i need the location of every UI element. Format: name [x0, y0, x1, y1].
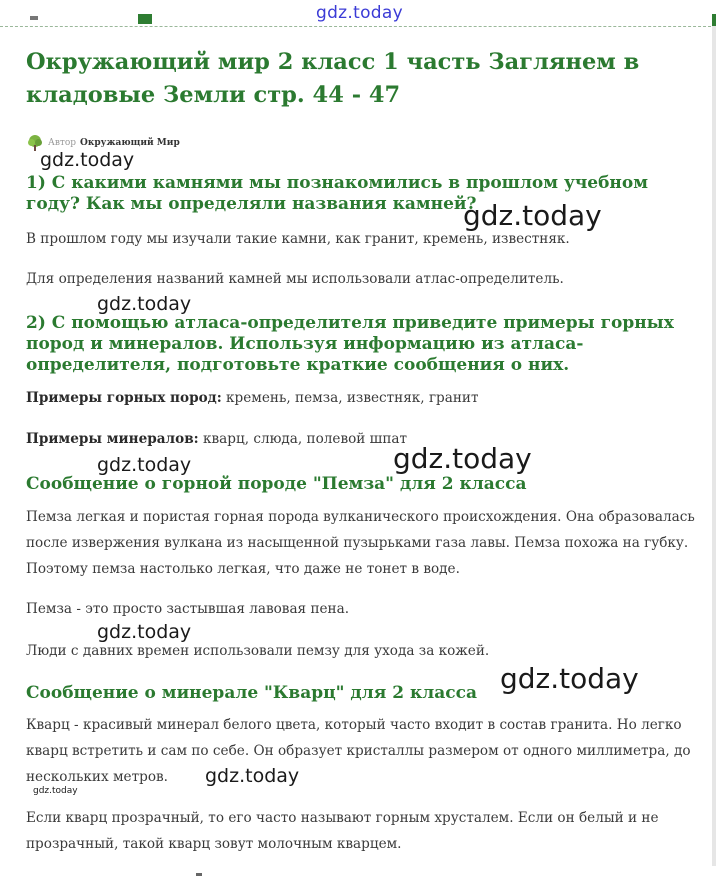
question-2-heading: 2) С помощью атласа-определителя приведите примеры горных пород и минералов. Используя информацию из атласа-определителя, подготовьте краткие сообщения о них. — [26, 313, 674, 375]
pumice-paragraph-1: Пемза легкая и пористая горная порода вулканического происхождения. Она образовалась после извержения вулкана из насыщенной пузырьками газа лавы. Пемза похожа на губку. Поэтому пемза настолько легкая, что даже не тонет в воде. — [26, 509, 695, 577]
scrollbar-track[interactable] — [712, 26, 716, 866]
minerals-label: Примеры минералов: — [26, 431, 199, 447]
quartz-heading: Сообщение о минерале "Кварц" для 2 класса — [26, 683, 477, 703]
pumice-heading: Сообщение о горной породе "Пемза" для 2 класса — [26, 474, 527, 494]
rocks-label: Примеры горных пород: — [26, 390, 222, 406]
watermark: gdz.today — [33, 786, 78, 796]
answer-1-paragraph-1: В прошлом году мы изучали такие камни, как гранит, кремень, известняк. — [26, 231, 570, 247]
watermark: gdz.today — [205, 765, 300, 787]
question-1-heading: 1) С какими камнями мы познакомились в прошлом учебном году? Как мы определяли названия камней? — [26, 173, 648, 214]
watermark: gdz.today — [463, 199, 602, 232]
author-name[interactable]: Окружающий Мир — [80, 138, 180, 148]
top-bar-divider — [0, 26, 716, 27]
watermark: gdz.today — [393, 442, 532, 475]
page-bottom-fragment — [196, 873, 202, 876]
page-title: Окружающий мир 2 класс 1 часть Заглянем в кладовые Земли стр. 44 - 47 — [26, 49, 640, 108]
site-logo[interactable]: gdz.today — [316, 3, 403, 23]
minerals-examples — [26, 426, 696, 452]
scrollbar-edge — [712, 14, 716, 26]
pumice-paragraph-2: Пемза - это просто застывшая лавовая пена. — [26, 601, 350, 617]
top-bar-fragment — [138, 14, 152, 24]
quartz-paragraph-2: Если кварц прозрачный, то его часто называют горным хрусталем. Если он белый и не прозрачный, такой кварц зовут молочным кварцем. — [26, 810, 659, 852]
minerals-value: кварц, слюда, полевой шпат — [198, 431, 407, 447]
watermark: gdz.today — [97, 293, 192, 315]
watermark: gdz.today — [500, 662, 639, 695]
watermark: gdz.today — [97, 454, 192, 476]
quartz-paragraph-1: Кварц - красивый минерал белого цвета, который часто входит в состав гранита. Но легко кварц встретить и сам по себе. Он образует кристаллы размером от одного миллиметра, до нескольких метров. — [26, 717, 691, 785]
pumice-paragraph-3: Люди с давних времен использовали пемзу для ухода за кожей. — [26, 643, 490, 659]
watermark: gdz.today — [40, 149, 135, 171]
author-label: Автор — [48, 138, 77, 148]
answer-1-paragraph-2: Для определения названий камней мы использовали атлас-определитель. — [26, 271, 564, 287]
rocks-examples — [26, 385, 696, 411]
watermark: gdz.today — [97, 621, 192, 643]
rocks-value: кремень, пемза, известняк, гранит — [221, 390, 479, 406]
page-bottom — [0, 866, 716, 880]
top-bar-fragment — [30, 16, 38, 20]
